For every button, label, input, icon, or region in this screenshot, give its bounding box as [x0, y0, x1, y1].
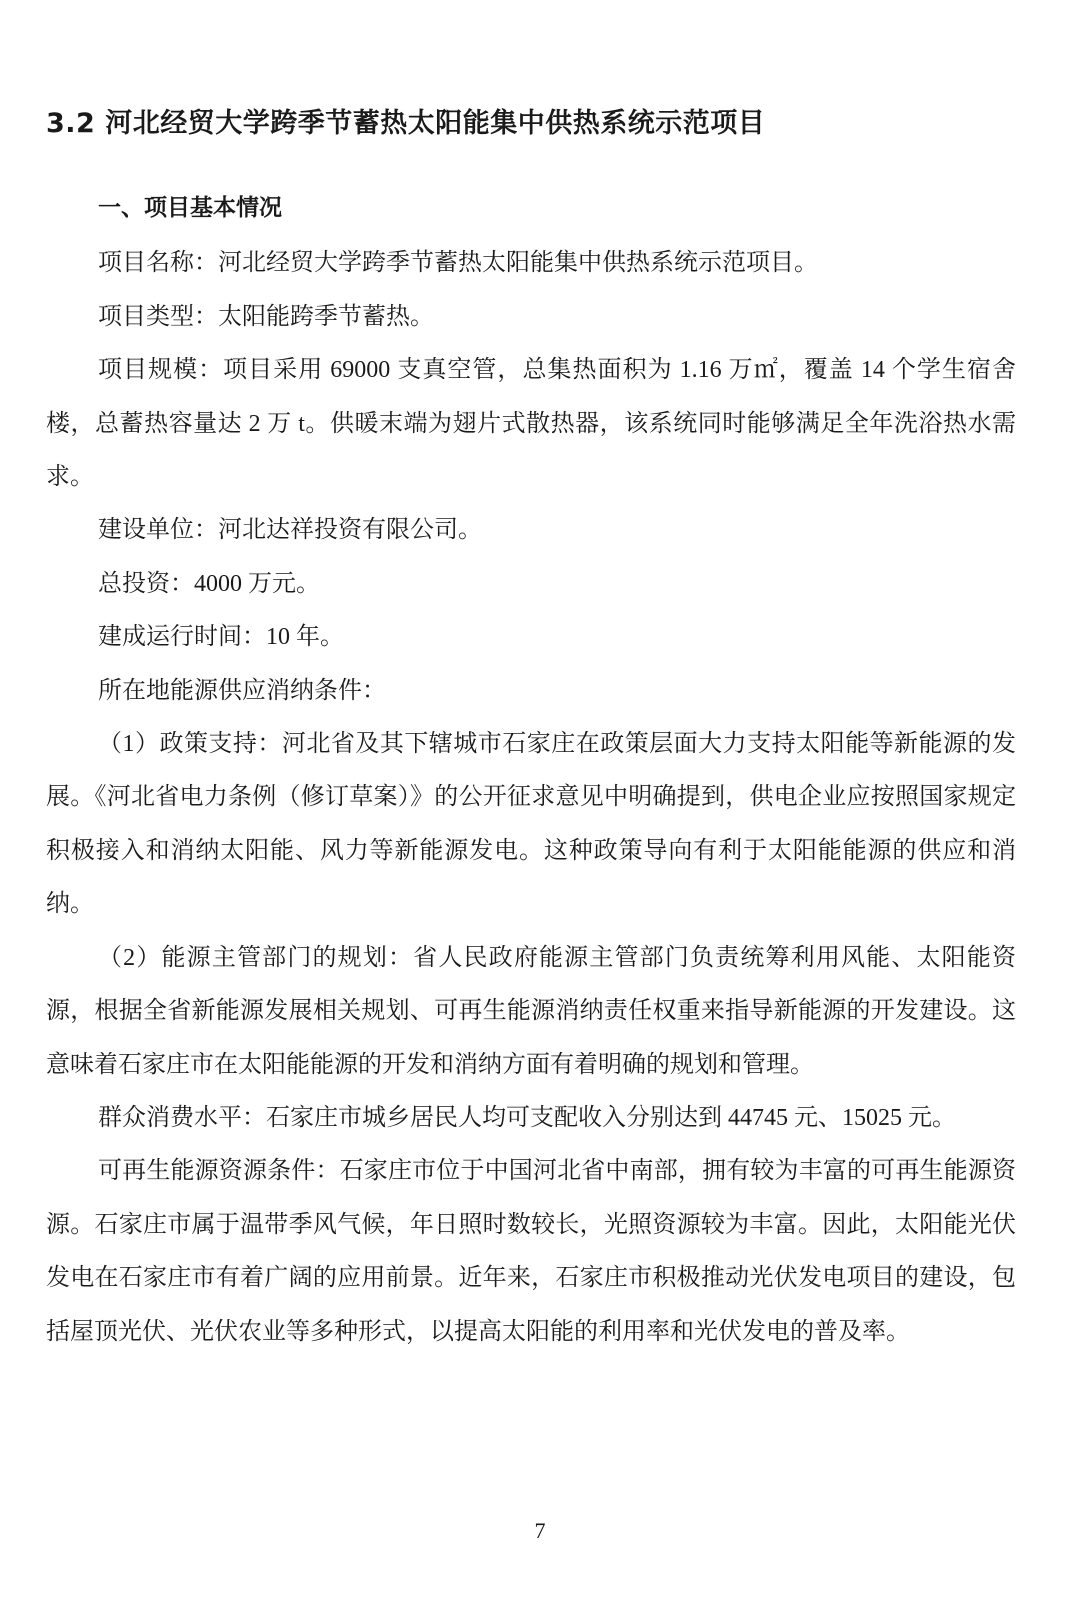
paragraph-energy-conditions: 所在地能源供应消纳条件： [98, 677, 386, 704]
paragraph-project-type: 项目类型：太阳能跨季节蓄热。 [98, 303, 434, 330]
paragraph-consumption-level: 群众消费水平：石家庄市城乡居民人均可支配收入分别达到 44745 元、15025 元。 [98, 1104, 956, 1131]
paragraph-builder: 建设单位：河北达祥投资有限公司。 [98, 517, 482, 544]
section-title: 3.2 河北经贸大学跨季节蓄热太阳能集中供热系统示范项目 [46, 108, 766, 139]
page-number: 7 [534, 1518, 546, 1543]
paragraph-policy-support: （1）政策支持：河北省及其下辖城市石家庄在政策层面大力支持太阳能等新能源的发展。《河北省电力条例（修订草案）》的公开征求意见中明确提到，供电企业应按照国家规定积极接入和消纳太阳能、风力等新能源发电。这种政策导向有利于太阳能能源的供应和消纳。 [46, 731, 1016, 918]
paragraph-operation-time: 建成运行时间：10 年。 [98, 624, 344, 651]
paragraph-project-name: 项目名称：河北经贸大学跨季节蓄热太阳能集中供热系统示范项目。 [98, 250, 818, 277]
paragraph-renewable-resources: 可再生能源资源条件：石家庄市位于中国河北省中南部，拥有较为丰富的可再生能源资源。石家庄市属于温带季风气候，年日照时数较长，光照资源较为丰富。因此，太阳能光伏发电在石家庄市有着广阔的应用前景。近年来，石家庄市积极推动光伏发电项目的建设，包括屋顶光伏、光伏农业等多种形式，以提高太阳能的利用率和光伏发电的普及率。 [46, 1158, 1016, 1345]
paragraph-project-scale: 项目规模：项目采用 69000 支真空管，总集热面积为 1.16 万㎡，覆盖 14 个学生宿舍楼，总蓄热容量达 2 万 t。供暖末端为翅片式散热器，该系统同时能够满足全年洗浴热水需求。 [46, 357, 1016, 491]
paragraph-total-investment: 总投资：4000 万元。 [98, 570, 320, 597]
subheading: 一、项目基本情况 [98, 195, 282, 221]
document-body [46, 182, 1016, 1359]
paragraph-energy-planning: （2）能源主管部门的规划：省人民政府能源主管部门负责统筹利用风能、太阳能资源，根据全省新能源发展相关规划、可再生能源消纳责任权重来指导新能源的开发建设。这意味着石家庄市在太阳能能源的开发和消纳方面有着明确的规划和管理。 [46, 944, 1016, 1078]
